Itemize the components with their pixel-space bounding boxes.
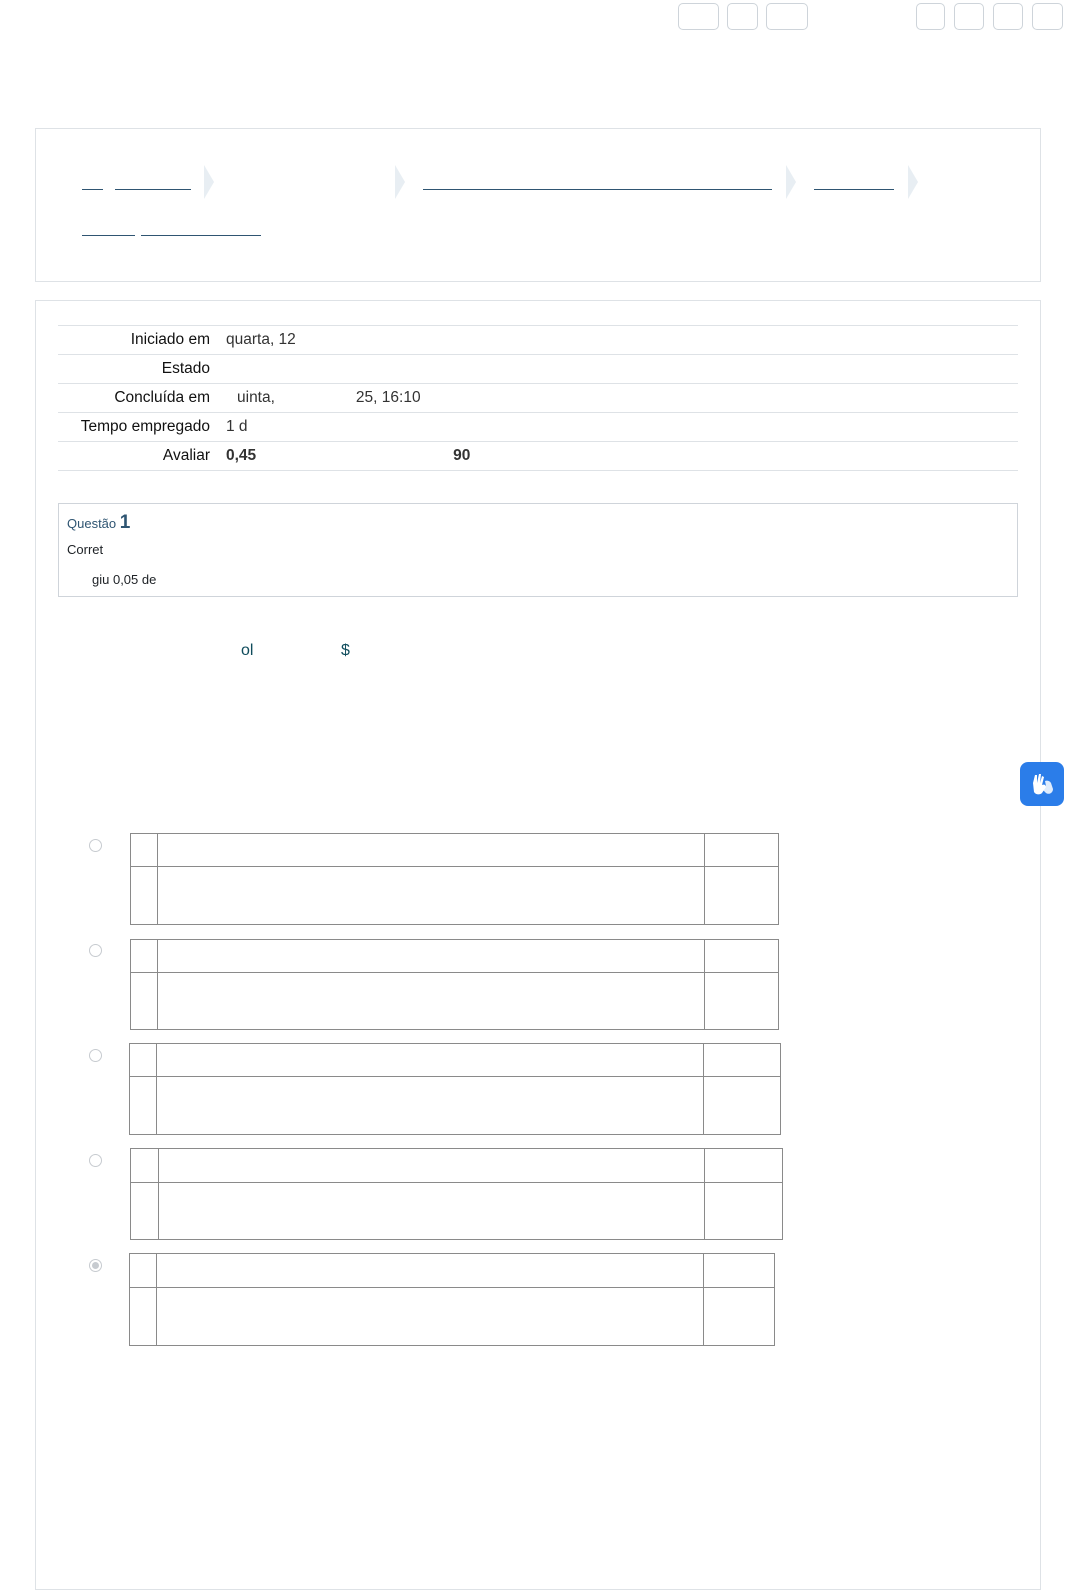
user-avatar-button[interactable] xyxy=(1032,3,1063,30)
summary-row-completed xyxy=(58,384,1018,413)
answer-option-table[interactable] xyxy=(129,1043,781,1135)
answer-radio[interactable] xyxy=(89,1049,102,1062)
breadcrumb-link[interactable] xyxy=(423,189,772,190)
question-info xyxy=(58,503,1018,597)
answer-option-table[interactable] xyxy=(130,939,779,1030)
question-number: 1 xyxy=(119,512,131,533)
breadcrumb-separator-icon xyxy=(786,165,796,199)
answer-radio[interactable] xyxy=(89,1154,102,1167)
navbar-button[interactable] xyxy=(678,3,719,30)
question-text: ol xyxy=(241,642,254,659)
navbar-button[interactable] xyxy=(766,3,808,30)
breadcrumb-separator-icon xyxy=(204,165,214,199)
summary-value: 0,45 xyxy=(226,447,257,464)
breadcrumb xyxy=(35,128,1041,282)
question-state: Corret xyxy=(67,542,104,557)
breadcrumb-link[interactable] xyxy=(82,189,103,190)
summary-label: Iniciado em xyxy=(130,331,210,348)
answer-radio[interactable] xyxy=(89,944,102,957)
summary-label: Estado xyxy=(161,360,210,377)
summary-label: Concluída em xyxy=(114,389,210,406)
summary-row-time-taken xyxy=(58,413,1018,442)
answer-radio[interactable] xyxy=(89,839,102,852)
summary-value: quarta, 12 xyxy=(226,331,296,348)
summary-row-state xyxy=(58,355,1018,384)
attempt-summary-table xyxy=(58,325,1018,471)
answer-radio-selected[interactable] xyxy=(89,1259,102,1272)
summary-label: Avaliar xyxy=(162,447,210,464)
breadcrumb-link[interactable] xyxy=(82,235,135,236)
vlibras-hands-icon[interactable] xyxy=(1020,762,1064,806)
messages-button[interactable] xyxy=(954,3,984,30)
question-text: $ xyxy=(341,642,350,659)
summary-value: 90 xyxy=(453,447,471,464)
question-grade: giu 0,05 de xyxy=(92,572,157,587)
answer-option-table[interactable] xyxy=(129,1253,775,1346)
breadcrumb-link[interactable] xyxy=(115,189,191,190)
summary-value: 1 d xyxy=(226,418,248,435)
answer-option-table[interactable] xyxy=(130,833,779,925)
breadcrumb-separator-icon xyxy=(395,165,405,199)
question-label: Questão xyxy=(67,516,117,531)
breadcrumb-separator-icon xyxy=(908,165,918,199)
summary-value xyxy=(218,355,1018,384)
summary-label: Tempo empregado xyxy=(80,418,210,435)
breadcrumb-link[interactable] xyxy=(814,189,894,190)
navbar-button[interactable] xyxy=(727,3,758,30)
summary-row-started xyxy=(58,326,1018,355)
breadcrumb-link[interactable] xyxy=(141,235,261,236)
quiz-review xyxy=(35,300,1041,1590)
answer-option-table[interactable] xyxy=(130,1148,783,1240)
summary-value: uinta, xyxy=(237,389,275,406)
notifications-button[interactable] xyxy=(916,3,945,30)
summary-value: 25, 16:10 xyxy=(355,389,421,406)
user-menu-button[interactable] xyxy=(993,3,1023,30)
summary-row-grade xyxy=(58,442,1018,471)
